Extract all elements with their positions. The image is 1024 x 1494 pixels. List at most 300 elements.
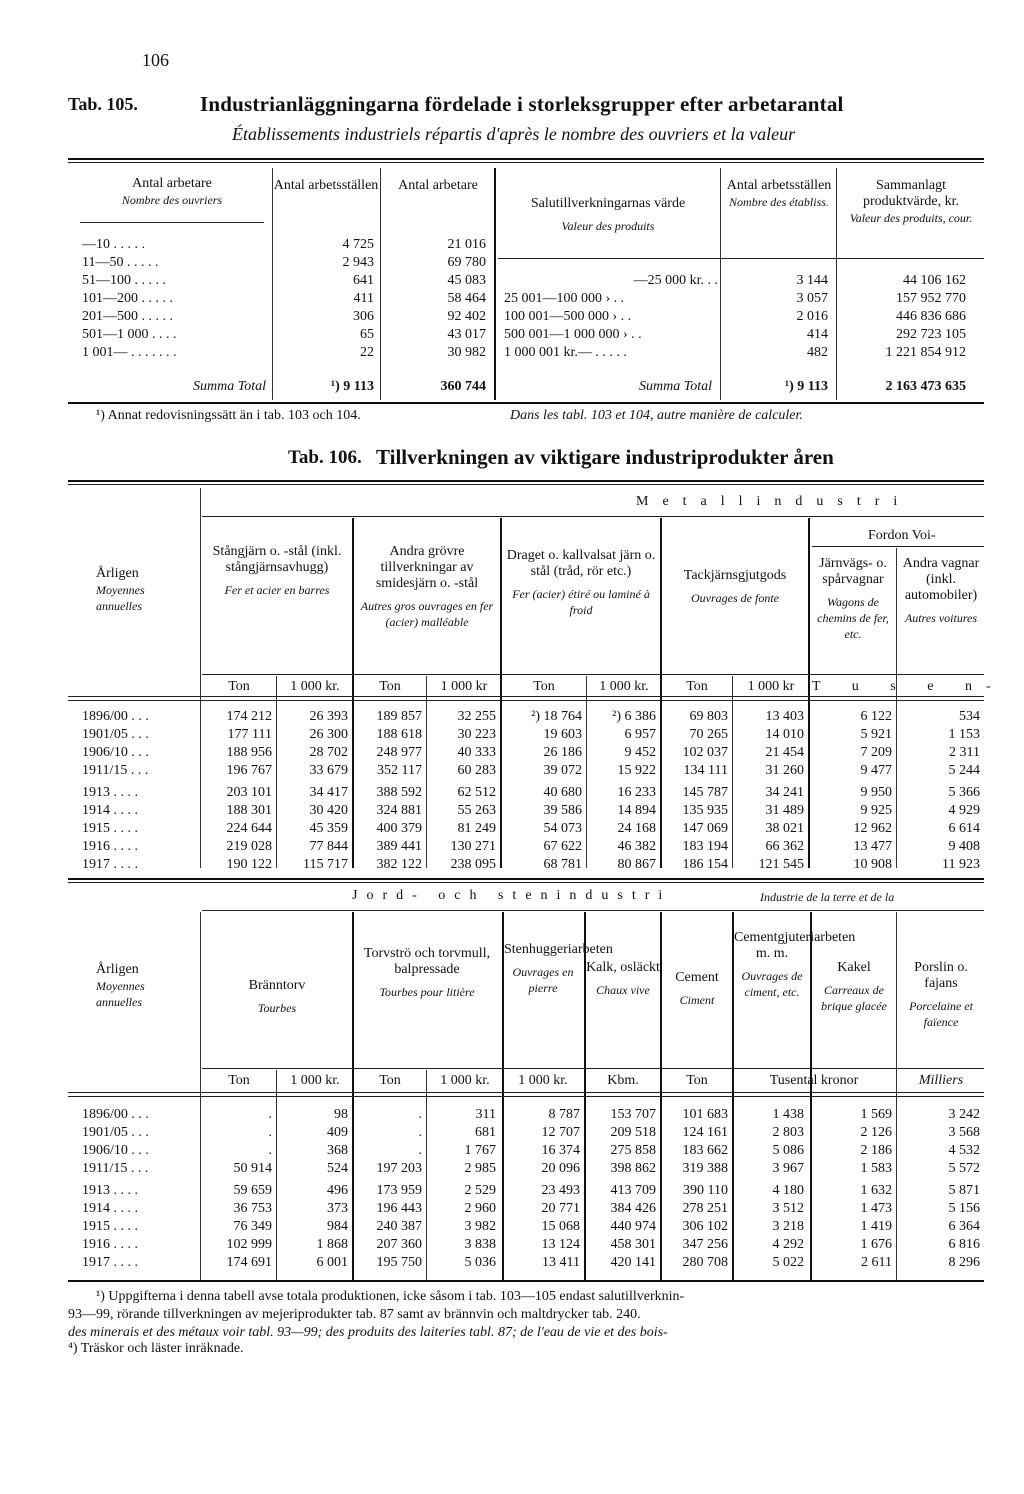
tab105-subtitle: Établissements industriels répartis d'après le nombre des ouvriers et la valeur	[232, 124, 796, 144]
metall-row-value: 60 283	[457, 763, 496, 778]
metall-row-value: 188 301	[226, 803, 272, 818]
tab106-label: Tab. 106.	[288, 447, 362, 468]
metall-row-year: 1916 . . . .	[82, 839, 138, 854]
metall-row-value: 55 263	[457, 803, 496, 818]
metall-row-value: 5 366	[948, 785, 980, 800]
tab105-bottom-rule	[68, 402, 984, 404]
jord-row-value: 278 251	[682, 1201, 728, 1216]
metall-row-value: 12 962	[853, 821, 892, 836]
metall-col-header-sv: Tackjärnsgjutgods	[683, 568, 787, 583]
year-header-2	[96, 962, 186, 1010]
tab105-header-rule-right	[498, 258, 984, 259]
jord-col-header-fr: Ciment	[679, 993, 715, 1007]
tab106-footnote: ¹) Uppgifterna i denna tabell avse totala produktionen, icke såsom i tab. 103—105 endast salutillverknin-	[96, 1289, 685, 1304]
jord-col-header-sv: Cementgjuteriarbeten m. m.	[734, 930, 856, 961]
jord-row-value: 20 096	[541, 1161, 580, 1176]
metall-row-value: 174 212	[226, 709, 272, 724]
jord-unit: Ton	[379, 1073, 401, 1088]
metall-unit: Ton	[686, 679, 708, 694]
metall-row-value: 66 362	[765, 839, 804, 854]
fordon-rule	[812, 546, 984, 547]
jord-row-value: 306 102	[682, 1219, 728, 1234]
tab105-total-left-workers: 360 744	[440, 379, 486, 394]
metall-row-value: 68 781	[543, 857, 582, 872]
jord-col-header-sv: Stenhuggeriarbeten	[504, 942, 613, 957]
metall-header: Metallindustri	[636, 494, 912, 509]
jord-row-value: 174 691	[226, 1255, 272, 1270]
m-bottom-rule2	[68, 882, 984, 883]
jord-row-value: 197 203	[376, 1161, 422, 1176]
tab105-row-workers: 30 982	[447, 345, 486, 360]
jord-row-value: 207 360	[376, 1237, 422, 1252]
jord-unit: 1 000 kr.	[518, 1073, 568, 1088]
tab105-row-workers: 21 016	[447, 237, 486, 252]
jord-col-header	[898, 960, 984, 1030]
jord-row-value: 2 803	[772, 1125, 804, 1140]
m-vsep	[896, 548, 897, 868]
metall-col-header	[202, 544, 352, 598]
metall-col-header-sv: Stångjärn o. -stål (inkl. stångjärnsavhugg)	[212, 544, 342, 575]
metall-row-value: 9 452	[624, 745, 656, 760]
tab105-row-value: 157 952 770	[896, 291, 966, 306]
tab105-row-places: 4 725	[342, 237, 374, 252]
metall-row-value: 134 111	[683, 763, 728, 778]
year-header-fr1-2: Moyennes	[96, 979, 145, 993]
jord-row-value: 2 611	[861, 1255, 892, 1270]
jord-col-header-sv: Porslin o. fajans	[914, 960, 968, 991]
jord-row-year: 1914 . . . .	[82, 1201, 138, 1216]
metall-row-value: 19 603	[543, 727, 582, 742]
tab105-footnote-fr: Dans les tabl. 103 et 104, autre manière de calculer.	[510, 408, 803, 423]
metall-row-value: 534	[959, 709, 980, 724]
jord-row-value: 98	[334, 1107, 348, 1122]
metall-col-header	[898, 556, 984, 626]
tab105-col4-fr: Valeur des produits	[561, 219, 655, 233]
jord-unit: Milliers	[918, 1073, 964, 1088]
jord-row-value: 1 676	[860, 1237, 892, 1252]
tab105-row-places-r: 2 016	[796, 309, 828, 324]
m-vsep	[586, 676, 587, 868]
jord-row-value: 1 583	[860, 1161, 892, 1176]
jord-col-header-fr: Chaux vive	[596, 983, 650, 997]
metall-row-value: 38 021	[765, 821, 804, 836]
jord-col-header-fr: Porcelaine et faïence	[909, 999, 973, 1029]
metall-row-value: 189 857	[376, 709, 422, 724]
jord-col-header	[202, 978, 352, 1016]
j-units-rule-bottom2	[68, 1096, 984, 1097]
metall-row-value: 26 393	[309, 709, 348, 724]
j-units-rule-bottom	[68, 1092, 984, 1093]
jord-row-value: 524	[327, 1161, 348, 1176]
metall-row-value: 34 417	[309, 785, 348, 800]
metall-row-value: 219 028	[226, 839, 272, 854]
j-vsep	[276, 1070, 277, 1280]
jord-row-year: 1896/00 . . .	[82, 1107, 149, 1122]
tab105-top-rule	[68, 158, 984, 160]
jord-row-value: 4 180	[772, 1183, 804, 1198]
jord-row-value: 196 443	[376, 1201, 422, 1216]
metall-row-year: 1915 . . . .	[82, 821, 138, 836]
jord-row-value: 1 569	[860, 1107, 892, 1122]
metall-row-value: ²) 6 386	[612, 709, 656, 724]
year-header-sv-2: Årligen	[96, 962, 139, 977]
jord-col-header-fr: Tourbes	[257, 1001, 297, 1015]
year-header-1	[96, 566, 186, 614]
metall-row-value: 80 867	[617, 857, 656, 872]
m-units-rule-bottom2	[68, 700, 984, 701]
jord-row-value: 209 518	[610, 1125, 656, 1140]
m-vsep	[732, 676, 733, 868]
jord-row-value: 3 982	[464, 1219, 496, 1234]
metall-row-value: 28 702	[309, 745, 348, 760]
jord-row-value: 2 960	[464, 1201, 496, 1216]
jord-row-value: 390 110	[683, 1183, 728, 1198]
metall-col-header	[502, 548, 660, 618]
tab105-total-left-label: Summa Total	[192, 379, 266, 394]
jord-row-value: 2 529	[464, 1183, 496, 1198]
jord-row-value: 275 858	[610, 1143, 656, 1158]
metall-col-header-sv: Draget o. kallvalsat järn o. stål (tråd, rör etc.)	[506, 548, 656, 579]
jord-unit: Kbm.	[607, 1073, 639, 1088]
jord-row-value: 102 999	[226, 1237, 272, 1252]
metall-row-value: 67 622	[543, 839, 582, 854]
metall-header-rule	[202, 516, 984, 517]
jord-row-value: 6 364	[948, 1219, 980, 1234]
tab105-label: Tab. 105.	[68, 94, 138, 114]
jord-row-value: 5 022	[772, 1255, 804, 1270]
metall-row-value: 11 923	[942, 857, 980, 872]
m-vsep	[426, 676, 427, 868]
jord-col-header	[586, 960, 660, 998]
metall-row-value: 7 209	[860, 745, 892, 760]
tab105-row-range: 25 001—100 000 › . .	[504, 291, 625, 306]
metall-row-value: 238 095	[450, 857, 496, 872]
metall-row-value: 40 680	[543, 785, 582, 800]
jord-row-value: .	[418, 1125, 422, 1140]
jord-row-value: 5 156	[948, 1201, 980, 1216]
metall-row-value: 203 101	[226, 785, 272, 800]
metall-row-value: 188 618	[376, 727, 422, 742]
tab105-row-value: 44 106 162	[903, 273, 966, 288]
metall-row-value: 40 333	[457, 745, 496, 760]
jord-row-value: 458 301	[610, 1237, 656, 1252]
metall-row-year: 1896/00 . . .	[82, 709, 149, 724]
metall-row-year: 1914 . . . .	[82, 803, 138, 818]
jord-row-value: 496	[327, 1183, 348, 1198]
tab105-footnote-sv: ¹) Annat redovisningssätt än i tab. 103 och 104.	[96, 408, 361, 423]
metall-col-header-sv: Andra grövre tillverkningar av smidesjärn o. -stål	[375, 544, 479, 591]
jord-row-value: 5 086	[772, 1143, 804, 1158]
tab105-vsep	[380, 168, 381, 400]
jord-col-header-sv: Torvströ och torvmull, balpressade	[363, 946, 491, 977]
jord-row-value: 440 974	[610, 1219, 656, 1234]
metall-row-value: 4 929	[948, 803, 980, 818]
metall-col-header	[662, 568, 808, 606]
metall-unit: 1 000 kr	[747, 679, 795, 694]
tab105-col4-sv: Salutillverkningarnas värde	[530, 196, 686, 211]
metall-row-year: 1911/15 . . .	[82, 763, 149, 778]
tab105-row-range: —25 000 kr. . .	[633, 273, 718, 288]
metall-row-value: 388 592	[376, 785, 422, 800]
tab105-col6-sv: Sammanlagt produktvärde, kr.	[862, 178, 960, 209]
metall-unit: 1 000 kr.	[599, 679, 649, 694]
metall-col-header-sv: Andra vagnar (inkl. automobiler)	[902, 556, 980, 603]
metall-row-value: 45 359	[309, 821, 348, 836]
jord-row-value: .	[268, 1107, 272, 1122]
tab105-col5-sv: Antal arbetsställen	[726, 178, 832, 193]
jord-row-value: 50 914	[233, 1161, 272, 1176]
tab105-total-right-value: 2 163 473 635	[885, 379, 966, 394]
jord-row-value: .	[268, 1125, 272, 1140]
tab106-top-rule	[68, 480, 984, 482]
tab105-total-right-label: Summa Total	[638, 379, 712, 394]
jord-row-value: 368	[327, 1143, 348, 1158]
tab105-row-places-r: 3 144	[796, 273, 828, 288]
tab105-row-places-r: 3 057	[796, 291, 828, 306]
jord-row-value: 1 632	[860, 1183, 892, 1198]
jord-col-header-sv: Cement	[675, 970, 719, 985]
jord-row-value: 15 068	[541, 1219, 580, 1234]
tab105-row-group: 11—50 . . . . .	[82, 255, 159, 270]
metall-row-value: 34 241	[765, 785, 804, 800]
tab105-row-range: 100 001—500 000 › . .	[504, 309, 632, 324]
metall-row-value: 13 477	[853, 839, 892, 854]
metall-row-value: 16 233	[617, 785, 656, 800]
jord-row-value: 6 816	[948, 1237, 980, 1252]
tab106-title: Tillverkningen av viktigare industriprodukter åren	[376, 445, 834, 469]
jord-col-header-fr: Ouvrages de ciment, etc.	[741, 969, 803, 999]
m-vsep	[276, 676, 277, 868]
metall-row-value: 9 925	[860, 803, 892, 818]
tab105-total-left-places: ¹) 9 113	[330, 379, 374, 394]
metall-row-year: 1913 . . . .	[82, 785, 138, 800]
tab105-row-workers: 43 017	[447, 327, 486, 342]
tab105-col4-header	[496, 196, 720, 234]
tab105-total-right-places: ¹) 9 113	[784, 379, 828, 394]
tab105-row-places: 22	[360, 345, 374, 360]
jord-row-value: 5 036	[464, 1255, 496, 1270]
jord-row-value: 984	[327, 1219, 348, 1234]
jord-row-value: 1 438	[772, 1107, 804, 1122]
metall-row-value: 15 922	[617, 763, 656, 778]
year-header-fr2-2: annuelles	[96, 995, 142, 1009]
metall-row-value: 9 950	[860, 785, 892, 800]
jord-row-value: 681	[475, 1125, 496, 1140]
metall-row-value: 389 441	[376, 839, 422, 854]
metall-col-header-fr: Ouvrages de fonte	[691, 591, 779, 605]
tab106-top-rule-thin	[68, 484, 984, 485]
jord-col-header-sv: Bränntorv	[248, 978, 306, 993]
metall-row-value: 188 956	[226, 745, 272, 760]
m-vsep	[200, 488, 201, 868]
metall-row-value: 24 168	[617, 821, 656, 836]
m-units-rule-top	[202, 674, 984, 675]
jord-row-value: 1 767	[464, 1143, 496, 1158]
jord-row-value: 4 292	[772, 1237, 804, 1252]
tab105-col1-header	[80, 176, 264, 208]
jord-row-value: 101 683	[682, 1107, 728, 1122]
metall-row-value: 39 586	[543, 803, 582, 818]
jord-row-value: 173 959	[376, 1183, 422, 1198]
jord-row-value: 413 709	[610, 1183, 656, 1198]
tab105-row-group: 51—100 . . . . .	[82, 273, 166, 288]
metall-row-value: 10 908	[853, 857, 892, 872]
metall-unit: 1 000 kr.	[290, 679, 340, 694]
jord-col-header-fr: Tourbes pour litière	[379, 985, 475, 999]
m-bottom-rule	[68, 878, 984, 880]
jord-row-value: 373	[327, 1201, 348, 1216]
metall-row-value: 324 881	[376, 803, 422, 818]
metall-row-value: 30 420	[309, 803, 348, 818]
tab105-col3-header: Antal arbetare	[398, 178, 478, 193]
jord-unit: 1 000 kr.	[440, 1073, 490, 1088]
tab105-row-workers: 92 402	[447, 309, 486, 324]
jord-row-value: 16 374	[541, 1143, 580, 1158]
tab105-row-workers: 58 464	[447, 291, 486, 306]
jord-row-value: 183 662	[682, 1143, 728, 1158]
metall-row-value: 177 111	[227, 727, 272, 742]
tab106-footnote: ⁴) Träskor och läster inräknade.	[68, 1341, 244, 1356]
jord-row-value: 12 707	[541, 1125, 580, 1140]
metall-row-value: 135 935	[682, 803, 728, 818]
metall-row-value: 54 073	[543, 821, 582, 836]
metall-row-value: 21 454	[765, 745, 804, 760]
year-header-fr2: annuelles	[96, 599, 142, 613]
metall-col-header-fr: Fer (acier) étiré ou laminé à froid	[512, 587, 650, 617]
jord-col-header	[812, 960, 896, 1014]
metall-col-header-fr: Autres voitures	[904, 611, 978, 625]
jord-unit: Ton	[228, 1073, 250, 1088]
jord-row-year: 1915 . . . .	[82, 1219, 138, 1234]
j-units-rule-top	[202, 1068, 984, 1069]
jord-row-value: .	[418, 1107, 422, 1122]
metall-row-value: 77 844	[309, 839, 348, 854]
jord-col-header-sv: Kakel	[837, 960, 871, 975]
metall-row-value: 382 122	[376, 857, 422, 872]
tab105-title: Industrianläggningarna fördelade i storleksgrupper efter arbetarantal	[200, 92, 844, 116]
metall-col-header-fr: Fer et acier en barres	[224, 583, 330, 597]
tab105-header-rule	[80, 222, 264, 223]
metall-row-value: 190 122	[226, 857, 272, 872]
metall-row-value: 196 767	[226, 763, 272, 778]
tab105-top-rule-thin	[68, 162, 984, 163]
tab105-row-places-r: 414	[807, 327, 828, 342]
jord-row-value: 384 426	[610, 1201, 656, 1216]
tab105-row-places: 65	[360, 327, 374, 342]
metall-row-value: ²) 18 764	[531, 709, 582, 724]
jord-header: Jord- och stenindustri	[352, 888, 672, 903]
tab105-row-places: 306	[353, 309, 374, 324]
jord-row-value: 6 001	[316, 1255, 348, 1270]
jord-row-value: 59 659	[233, 1183, 272, 1198]
jord-row-value: 3 568	[948, 1125, 980, 1140]
metall-row-value: 13 403	[765, 709, 804, 724]
jord-row-value: 311	[475, 1107, 496, 1122]
metall-row-value: 6 957	[624, 727, 656, 742]
tab105-row-places: 411	[353, 291, 374, 306]
metall-row-value: 5 921	[860, 727, 892, 742]
tab105-row-places: 641	[353, 273, 374, 288]
metall-row-value: 31 489	[765, 803, 804, 818]
metall-row-value: 1 153	[948, 727, 980, 742]
jord-unit: Ton	[686, 1073, 708, 1088]
jord-header-fr: Industrie de la terre et de la	[760, 890, 895, 904]
jord-row-value: 36 753	[233, 1201, 272, 1216]
metall-row-value: 147 069	[682, 821, 728, 836]
metall-row-value: 9 477	[860, 763, 892, 778]
metall-row-value: 26 186	[543, 745, 582, 760]
metall-row-value: 81 249	[457, 821, 496, 836]
metall-row-value: 130 271	[450, 839, 496, 854]
jord-row-value: 195 750	[376, 1255, 422, 1270]
metall-row-value: 352 117	[377, 763, 422, 778]
tab105-col5-header	[722, 178, 836, 210]
metall-row-value: 31 260	[765, 763, 804, 778]
jord-row-value: 2 186	[860, 1143, 892, 1158]
jord-col-header-sv: Kalk, osläckt	[586, 960, 660, 975]
jord-row-value: 5 572	[948, 1161, 980, 1176]
jord-row-value: 4 532	[948, 1143, 980, 1158]
jord-row-value: 3 967	[772, 1161, 804, 1176]
metall-row-value: 183 194	[682, 839, 728, 854]
m-units-rule-bottom	[68, 696, 984, 697]
jord-row-value: 2 985	[464, 1161, 496, 1176]
metall-row-value: 46 382	[617, 839, 656, 854]
tab105-vsep	[272, 168, 273, 400]
jord-col-header	[504, 942, 613, 996]
jord-row-value: 409	[327, 1125, 348, 1140]
year-header-fr1: Moyennes	[96, 583, 145, 597]
metall-row-year: 1901/05 . . .	[82, 727, 149, 742]
jord-row-value: 23 493	[541, 1183, 580, 1198]
metall-row-value: 70 265	[689, 727, 728, 742]
tab105-col5-fr: Nombre des établiss.	[729, 195, 829, 209]
jord-row-value: 398 862	[610, 1161, 656, 1176]
tab105-vsep	[836, 168, 837, 400]
tab105-row-value: 1 221 854 912	[885, 345, 966, 360]
tab105-row-group: 101—200 . . . . .	[82, 291, 173, 306]
metall-row-value: 9 408	[948, 839, 980, 854]
tab105-row-places: 2 943	[342, 255, 374, 270]
jord-row-year: 1917 . . . .	[82, 1255, 138, 1270]
metall-row-value: 6 614	[948, 821, 980, 836]
jord-row-value: 76 349	[233, 1219, 272, 1234]
tab105-row-workers: 45 083	[447, 273, 486, 288]
tab105-row-group: 201—500 . . . . .	[82, 309, 173, 324]
metall-col-header-fr: Autres gros ouvrages en fer (acier) malléable	[360, 599, 494, 629]
metall-row-value: 248 977	[376, 745, 422, 760]
tab105-col6-fr: Valeur des produits, cour.	[849, 211, 973, 225]
tab106-footnote: des minerais et des métaux voir tabl. 93—99; des produits des laiteries tabl. 87; de l'eau de vie et des bois-	[68, 1325, 668, 1340]
metall-row-value: 39 072	[543, 763, 582, 778]
tab105-row-group: —10 . . . . .	[82, 237, 145, 252]
metall-col-header	[354, 544, 500, 630]
tab105-col1-sv: Antal arbetare	[132, 176, 212, 191]
metall-col-header-sv: Järnvägs- o. spårvagnar	[819, 556, 887, 587]
jord-row-value: .	[418, 1143, 422, 1158]
jord-row-value: 13 124	[541, 1237, 580, 1252]
metall-row-value: 2 311	[949, 745, 980, 760]
jord-row-value: 420 141	[610, 1255, 656, 1270]
jord-row-value: 280 708	[682, 1255, 728, 1270]
metall-row-value: 121 545	[758, 857, 804, 872]
metall-row-value: 30 223	[457, 727, 496, 742]
metall-col-header	[810, 556, 896, 642]
jord-row-value: 13 411	[542, 1255, 580, 1270]
jord-row-value: 20 771	[541, 1201, 580, 1216]
tab105-row-workers: 69 780	[447, 255, 486, 270]
jord-row-value: 8 296	[948, 1255, 980, 1270]
